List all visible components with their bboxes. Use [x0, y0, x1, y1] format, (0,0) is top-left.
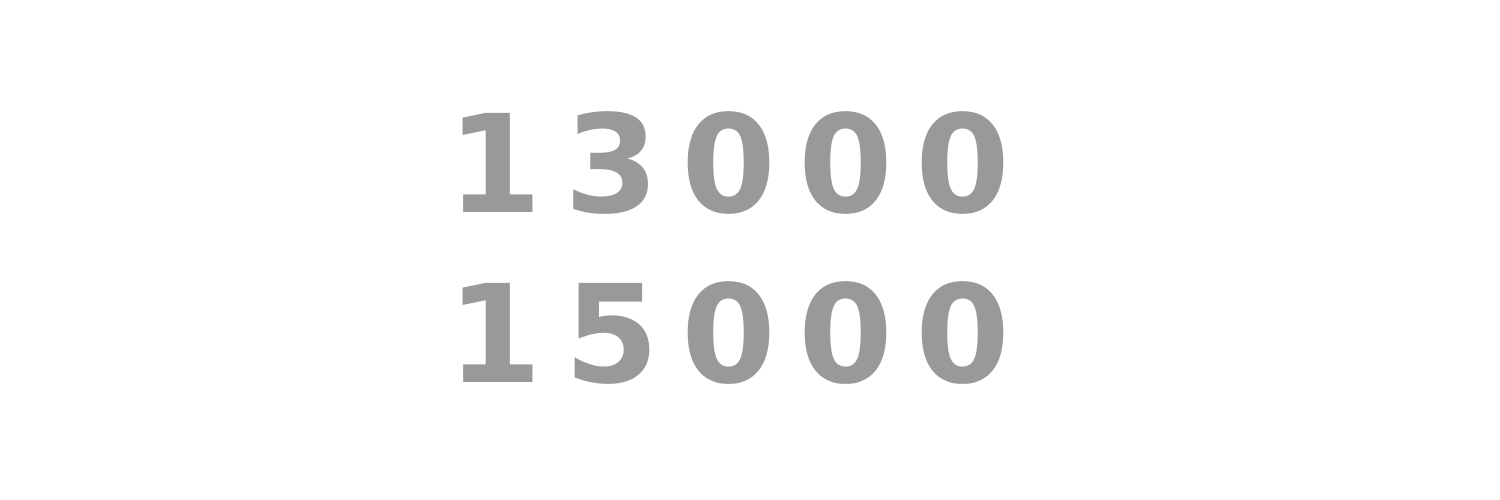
digit: 0 [915, 257, 1010, 415]
digit: 1 [447, 257, 542, 415]
digit: 3 [564, 87, 659, 245]
digit: 5 [564, 257, 659, 415]
number-13000 [436, 87, 1021, 245]
number-15000 [436, 257, 1021, 415]
digit: 0 [798, 257, 893, 415]
digit: 0 [915, 87, 1010, 245]
digit: 0 [798, 87, 893, 245]
digit: 0 [681, 257, 776, 415]
digit: 0 [681, 87, 776, 245]
digit: 1 [447, 87, 542, 245]
